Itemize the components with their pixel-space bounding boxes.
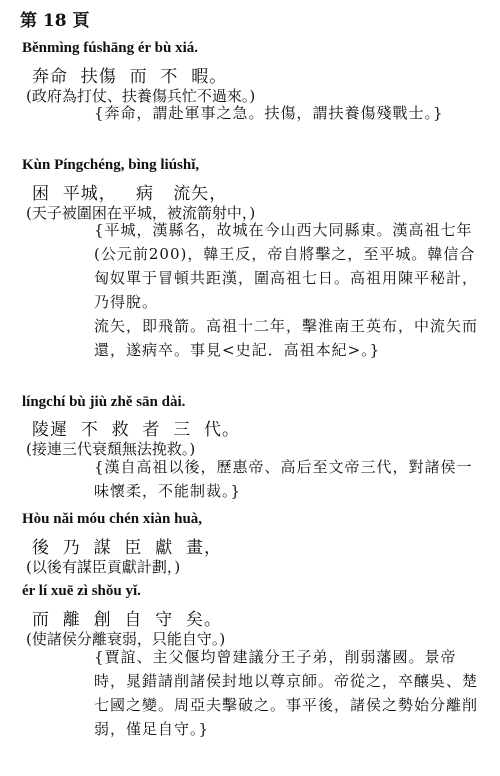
annotation-note xyxy=(88,101,480,125)
translation-line: (天子被圍困在平城，被流箭射中，) xyxy=(26,204,256,222)
pinyin-line: Kùn Píngchéng, bìng liúshǐ, xyxy=(22,157,200,173)
pinyin-line: língchí bù jiù zhě sān dài. xyxy=(22,394,186,410)
translation-line: (使諸侯分離衰弱，只能自守。) xyxy=(26,630,226,648)
page-header: 第 18 頁 xyxy=(20,11,90,31)
chinese-line: 後 乃 謀 臣 獻 畫， xyxy=(32,538,223,558)
annotation-note xyxy=(88,645,480,741)
pinyin-line: ér lí xuē zì shǒu yǐ. xyxy=(22,583,141,599)
pinyin-line: Hòu nǎi móu chén xiàn huà, xyxy=(22,511,203,527)
note-paragraph: {平城，漢縣名，故城在今山西大同縣東。漢高祖七年(公元前200)，韓王反，帝自將擊之，至平城。韓信合匈奴單于冒頓共距漢，圍高祖七日。高祖用陳平秘計，乃得脫。 xyxy=(94,221,479,311)
chinese-line: 陵遲 不 救 者 三 代。 xyxy=(32,420,241,440)
translation-line: (接連三代衰頹無法挽救。) xyxy=(26,440,196,458)
annotation-note xyxy=(88,218,480,362)
translation-line: (政府為打仗、扶養傷兵忙不過來。) xyxy=(26,87,256,105)
chinese-line: 困 平城， 病 流矢， xyxy=(32,184,228,204)
chinese-line: 奔命 扶傷 而 不 暇。 xyxy=(32,67,228,87)
annotation-note xyxy=(88,455,480,503)
translation-line: (以後有謀臣貢獻計劃，) xyxy=(26,558,181,576)
note-paragraph: {漢自高祖以後，歷惠帝、高后至文帝三代，對諸侯一味懷柔，不能制裁。} xyxy=(94,458,473,500)
note-paragraph: 流矢，即飛箭。高祖十二年，擊淮南王英布，中流矢而還，遂病卒。事見<史記．高祖本紀>。} xyxy=(94,317,479,359)
note-paragraph: {賈誼、主父偃均曾建議分王子弟，削弱藩國。景帝時，晁錯請削諸侯封地以尊京師。帝從之，卒釀吳、楚七國之變。周亞夫擊破之。事平後，諸侯之勢始分離削弱，僅足自守。} xyxy=(94,648,479,738)
pinyin-line: Běnmìng fúshāng ér bù xiá. xyxy=(22,40,199,56)
note-paragraph: {奔命，謂赴軍事之急。扶傷，謂扶養傷殘戰士。} xyxy=(94,104,444,122)
chinese-line: 而 離 創 自 守 矣。 xyxy=(32,610,223,630)
